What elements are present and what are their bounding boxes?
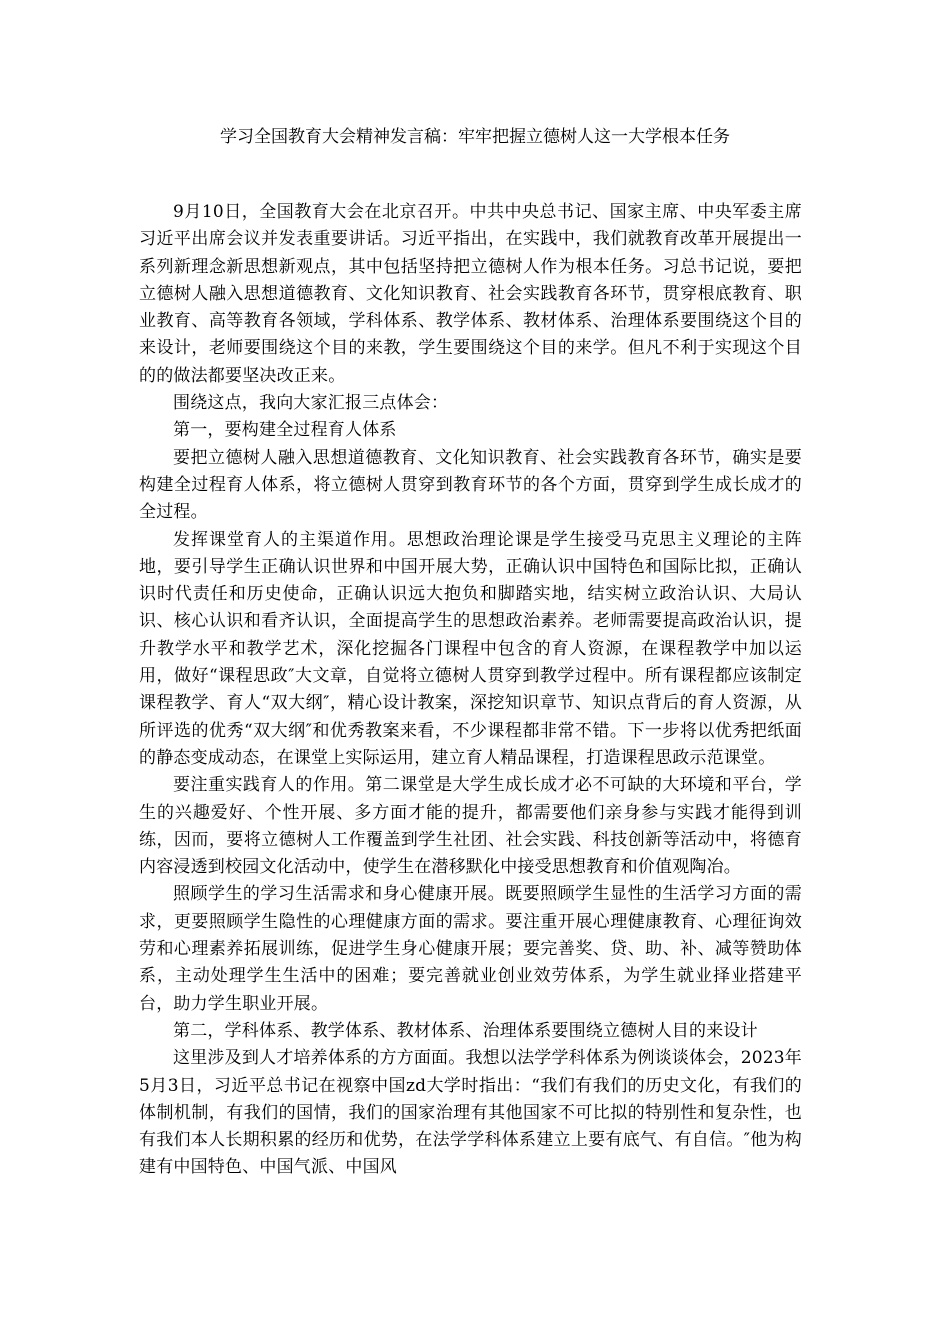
paragraph: 要把立德树人融入思想道德教育、文化知识教育、社会实践教育各环节，确实是要构建全过程育人体系，将立德树人贯穿到教育环节的各个方面，贯穿到学生成长成才的全过程。 — [139, 447, 802, 523]
paragraph: 这里涉及到人才培养体系的方方面面。我想以法学学科体系为例谈谈体会，2023年5月3日，习近平总书记在视察中国zd大学时指出：“我们有我们的历史文化，有我们的体制机制，有我们的国情，我们的国家治理有其他国家不可比拟的特别性和复杂性，也有我们本人长期积累的经历和优势，在法学学科体系建立上要有底气、有自信。″他为构建有中国特色、中国气派、中国风 — [139, 1048, 802, 1178]
paragraph: 围绕这点，我向大家汇报三点体会： — [173, 393, 449, 414]
paragraph: 发挥课堂育人的主渠道作用。思想政治理论课是学生接受马克思主义理论的主阵地，要引导学生正确认识世界和中国开展大势，正确认识中国特色和国际比拟，正确认识时代责任和历史使命，正确认识远大抱负和脚踏实地，结实树立政治认识、大局认识、核心认识和看齐认识，全面提高学生的思想政治素养。老师需要提高政治认识，提升教学水平和教学艺术，深化挖掘各门课程中包含的育人资源，在课程教学中加以运用，做好“课程思政″大文章，自觉将立德树人贯穿到教学过程中。所有课程都应该制定课程教学、育人“双大纲″，精心设计教案，深挖知识章节、知识点背后的育人资源，从所评选的优秀“双大纲″和优秀教案来看，不少课程都非常不错。下一步将以优秀把纸面的静态变成动态，在课堂上实际运用，建立育人精品课程，打造课程思政示范课堂。 — [139, 529, 802, 768]
section-heading: 第二，学科体系、教学体系、教材体系、治理体系要围绕立德树人目的来设计 — [173, 1020, 758, 1041]
paragraph: 要注重实践育人的作用。第二课堂是大学生成长成才必不可缺的大环境和平台，学生的兴趣爱好、个性开展、多方面才能的提升，都需要他们亲身参与实践才能得到训练，因而，要将立德树人工作覆盖到学生社团、社会实践、科技创新等活动中，将德育内容浸透到校园文化活动中，使学生在潜移默化中接受思想教育和价值观陶冶。 — [139, 775, 802, 878]
document-body — [139, 199, 802, 1182]
document-title: 学习全国教育大会精神发言稿：牢牢把握立德树人这一大学根本任务 — [220, 127, 730, 147]
paragraph: 9月10日，全国教育大会在北京召开。中共中央总书记、国家主席、中央军委主席习近平出席会议并发表重要讲话。习近平指出，在实践中，我们就教育改革开展提出一系列新理念新思想新观点，其中包括坚持把立德树人作为根本任务。习总书记说，要把立德树人融入思想道德教育、文化知识教育、社会实践教育各环节，贯穿根底教育、职业教育、高等教育各领域，学科体系、教学体系、教材体系、治理体系要围绕这个目的来设计，老师要围绕这个目的来教，学生要围绕这个目的来学。但凡不利于实现这个目的的做法都要坚决改正来。 — [139, 202, 802, 386]
section-heading: 第一，要构建全过程育人体系 — [173, 420, 397, 441]
paragraph: 照顾学生的学习生活需求和身心健康开展。既要照顾学生显性的生活学习方面的需求，更要照顾学生隐性的心理健康方面的需求。要注重开展心理健康教育、心理征询效劳和心理素养拓展训练，促进学生身心健康开展；要完善奖、贷、助、补、减等赞助体系，主动处理学生生活中的困难；要完善就业创业效劳体系，为学生就业择业搭建平台，助力学生职业开展。 — [139, 884, 802, 1014]
